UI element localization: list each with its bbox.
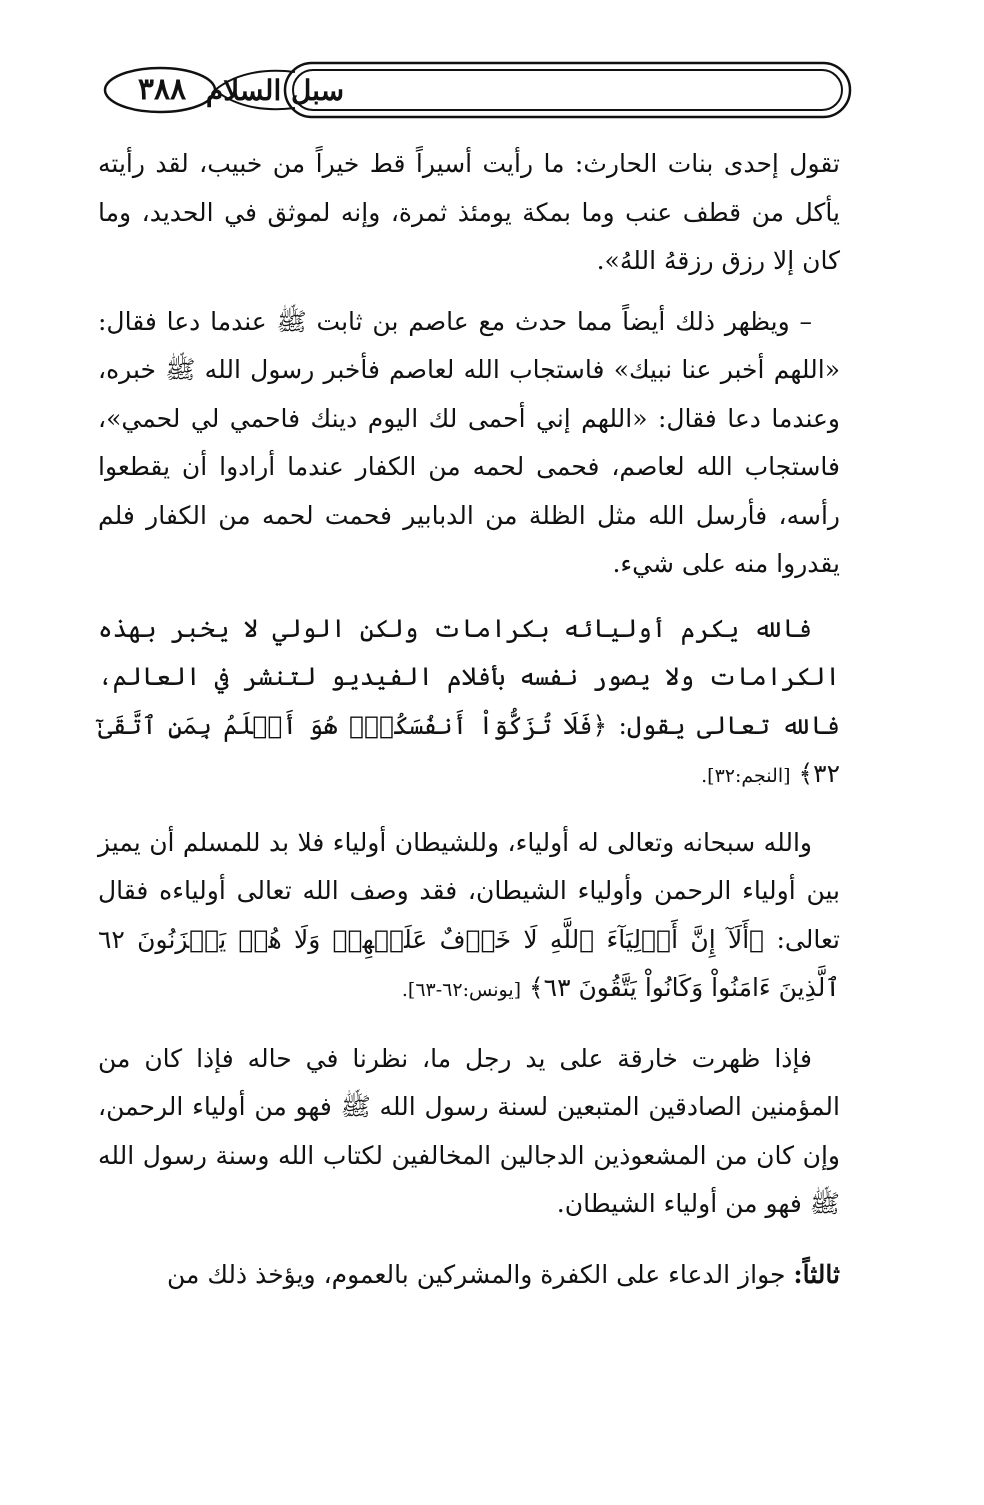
section-lead-thalithan: ثالثاً: (793, 1259, 840, 1289)
verse-reference-najm: [النجم:٣٢]. (701, 765, 791, 787)
paragraph-awliya (98, 819, 840, 1015)
page-body (98, 140, 840, 1299)
paragraph-thalithan (98, 1251, 840, 1300)
paragraph-asim: – ويظهر ذلك أيضاً مما حدث مع عاصم بن ثابت ﷺ عندما دعا فقال: «اللهم أخبر عنا نبيك» فاستجاب الله لعاصم فأخبر رسول الله ﷺ خبره، وعندما دعا فقال: «اللهم إني أحمى لك اليوم دينك فاحمي لي لحمي»، فاستجاب الله لعاصم، فحمى لحمه من الكفار عندما أرادوا أن يقطعوا رأسه، فأرسل الله مثل الظلة من الدبابير فحمت لحمه من الكفار فلم يقدروا منه على شيء. (98, 306, 840, 578)
paragraph-karamat (98, 605, 840, 801)
quran-verse-yunus: ﴿أَلَآ إِنَّ أَوۡلِيَآءَ ٱللَّهِ لَا خَوۡفٌ عَلَيۡهِمۡ وَلَا هُمۡ يَحۡزَنُونَ ٦٢ ٱلَّذِينَ ءَامَنُواْ وَكَانُواْ يَتَّقُونَ ٦٣﴾ (98, 924, 840, 1002)
quran-verse-najm: ﴿فَلَا تُزَكُّوٓاْ أَنفُسَكُمۡۖ هُوَ أَعۡلَمُ بِمَنِ ٱتَّقَىٰٓ ٣٢﴾ (98, 710, 840, 788)
paragraph-awliya-text: والله سبحانه وتعالى له أولياء، وللشيطان أولياء فلا بد للمسلم أن يميز بين أولياء الرحمن وأولياء الشيطان، فقد وصف الله تعالى أولياءه فقال تعالى: (98, 827, 840, 954)
page-number: ٣٨٨ (137, 72, 187, 107)
paragraph-thalithan-text: جواز الدعاء على الكفرة والمشركين بالعموم، ويؤخذ ذلك من (166, 1259, 786, 1289)
running-title: سبل السلام (205, 74, 345, 107)
verse-reference-yunus: [يونس:٦٢-٦٣]. (401, 979, 522, 1001)
running-header (95, 60, 855, 120)
paragraph-khariqa: فإذا ظهرت خارقة على يد رجل ما، نظرنا في حاله فإذا كان من المؤمنين الصادقين المتبعين لسنة رسول الله ﷺ فهو من أولياء الرحمن، وإن كان من المشعوذين الدجالين المخالفين لكتاب الله وسنة رسول الله ﷺ فهو من أولياء الشيطان. (98, 1043, 840, 1218)
paragraph-khubaib: تقول إحدى بنات الحارث: ما رأيت أسيراً قط خيراً من خبيب، لقد رأيته يأكل من قطف عنب وما بمكة يومئذ ثمرة، وإنه لموثق في الحديد، وما كان إلا رزق رزقهُ اللهُ». (98, 149, 840, 275)
paragraph-karamat-text: فالله يكرم أوليائه بكرامات ولكن الولي لا يخبر بهذه الكرامات ولا يصور نفسه بأفلام الفيديو لتنشر في العالم، فالله تعالى يقول: (98, 613, 840, 740)
